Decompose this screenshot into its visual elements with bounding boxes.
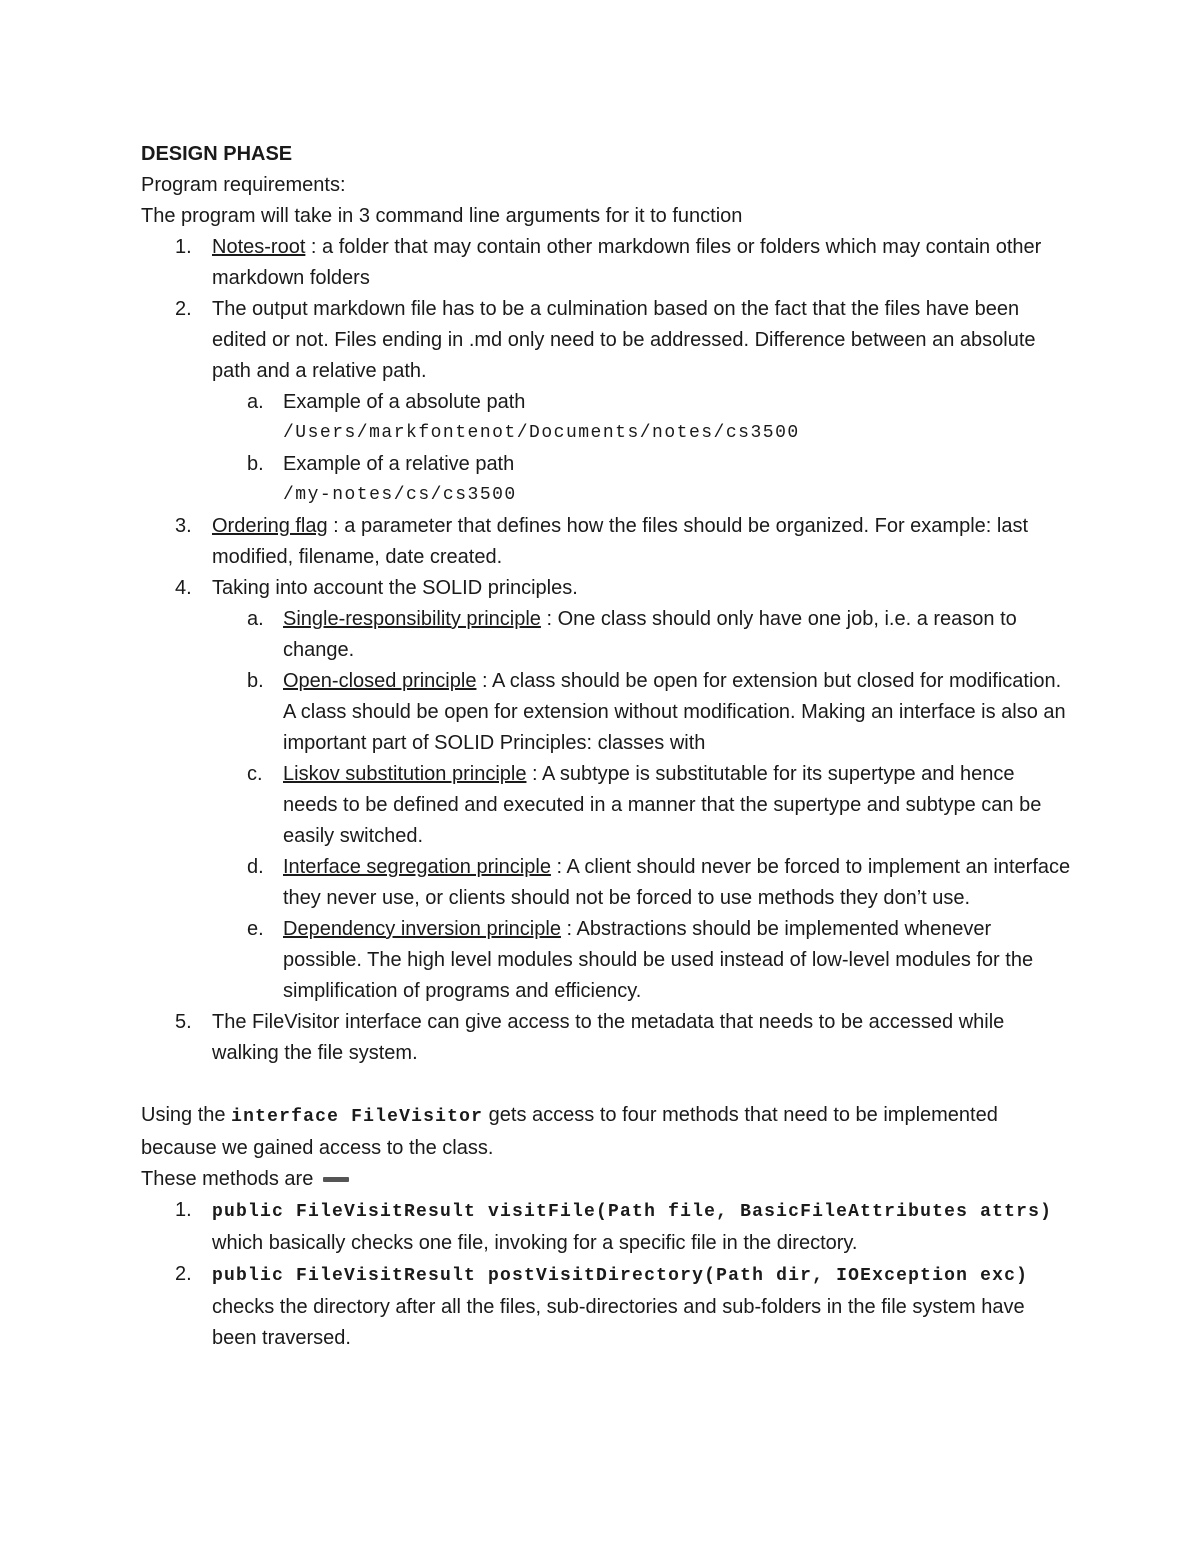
principle-text: : A client should never be forced to implement an interface they never use, or clients should not be forced to use methods they don’t use. xyxy=(283,856,1071,909)
requirement-item xyxy=(141,511,1071,573)
list-number: 1. xyxy=(175,1199,192,1221)
requirement-text: Taking into account the SOLID principles. xyxy=(212,577,578,599)
list-letter: e. xyxy=(247,918,264,940)
requirement-item xyxy=(141,573,1071,604)
requirement-item xyxy=(141,1007,1071,1069)
list-number: 3. xyxy=(175,515,192,537)
list-number: 2. xyxy=(175,298,192,320)
sublist xyxy=(141,387,1071,511)
code-path: /my-notes/cs/cs3500 xyxy=(283,485,517,505)
requirement-item xyxy=(141,232,1071,294)
list-letter: b. xyxy=(247,453,264,475)
requirement-item xyxy=(141,294,1071,387)
methods-intro xyxy=(141,1164,1071,1195)
sublist-item xyxy=(212,604,1071,666)
requirement-text: : a folder that may contain other markdown files or folders which may contain other markdown folders xyxy=(212,236,1042,289)
principle-term: Open-closed principle xyxy=(283,670,477,692)
requirement-text: The output markdown file has to be a culmination based on the fact that the files have been edited or not. Files ending in .md only need to be addressed. Difference between an absolute path and a relative path. xyxy=(212,298,1036,382)
sublist xyxy=(141,604,1071,1007)
principle-text: : One class should only have one job, i.e. a reason to change. xyxy=(283,608,1017,661)
method-signature: public FileVisitResult visitFile(Path file, BasicFileAttributes attrs) xyxy=(212,1202,1053,1222)
sublist-item xyxy=(212,914,1071,1007)
principle-term: Dependency inversion principle xyxy=(283,918,561,940)
inline-code: interface FileVisitor xyxy=(231,1107,484,1127)
list-letter: c. xyxy=(247,763,263,785)
principle-term: Interface segregation principle xyxy=(283,856,551,878)
list-number: 2. xyxy=(175,1263,192,1285)
spacer xyxy=(141,1069,1071,1100)
subheading: Program requirements: xyxy=(141,174,346,196)
sublist-item xyxy=(212,387,1071,449)
filevisitor-paragraph xyxy=(141,1100,1071,1164)
paragraph-text: Using the xyxy=(141,1104,232,1126)
paragraph-text: gets access to four methods that need to be implemented because we gained access to the class. xyxy=(141,1104,998,1159)
principle-text: : A subtype is substitutable for its supertype and hence needs to be defined and executed in a manner that the supertype and subtype can be easily switched. xyxy=(283,763,1042,847)
principle-term: Single-responsibility principle xyxy=(283,608,541,630)
list-number: 4. xyxy=(175,577,192,599)
sublist-text: Example of a relative path xyxy=(283,453,515,475)
sublist-text: Example of a absolute path xyxy=(283,391,526,413)
principle-term: Liskov substitution principle xyxy=(283,763,527,785)
code-path: /Users/markfontenot/Documents/notes/cs3500 xyxy=(283,423,800,443)
requirement-text: The FileVisitor interface can give access to the metadata that needs to be accessed while walking the file system. xyxy=(212,1011,1005,1064)
requirement-text: : a parameter that defines how the files should be organized. For example: last modified, filename, date created. xyxy=(212,515,1029,568)
principle-text: : A class should be open for extension but closed for modification. A class should be open for extension without modification. Making an interface is also an important part of SOLID Principles: classes with xyxy=(283,670,1066,754)
principle-text: : Abstractions should be implemented whenever possible. The high level modules should be used instead of low-level modules for the simplification of programs and efficiency. xyxy=(283,918,1034,1002)
page-heading: DESIGN PHASE xyxy=(141,143,293,165)
methods-intro-text: These methods are xyxy=(141,1168,314,1190)
list-letter: b. xyxy=(247,670,264,692)
method-item xyxy=(141,1195,1071,1259)
list-number: 1. xyxy=(175,236,192,258)
document-page xyxy=(141,139,1071,1354)
list-letter: d. xyxy=(247,856,264,878)
sublist-item xyxy=(212,759,1071,852)
sublist-item xyxy=(212,666,1071,759)
requirement-term: Ordering flag xyxy=(212,515,328,537)
method-signature: public FileVisitResult postVisitDirectory(Path dir, IOException exc) xyxy=(212,1266,1029,1286)
sublist-item xyxy=(212,449,1071,511)
list-number: 5. xyxy=(175,1011,192,1033)
method-description: which basically checks one file, invoking for a specific file in the directory. xyxy=(212,1232,858,1254)
method-item xyxy=(141,1259,1071,1354)
list-letter: a. xyxy=(247,391,264,413)
requirement-term: Notes-root xyxy=(212,236,306,258)
method-description: checks the directory after all the files, sub-directories and sub-folders in the file system have been traversed. xyxy=(212,1296,1025,1349)
sublist-item xyxy=(212,852,1071,914)
dash-icon xyxy=(323,1177,349,1182)
intro-text: The program will take in 3 command line arguments for it to function xyxy=(141,205,743,227)
list-letter: a. xyxy=(247,608,264,630)
